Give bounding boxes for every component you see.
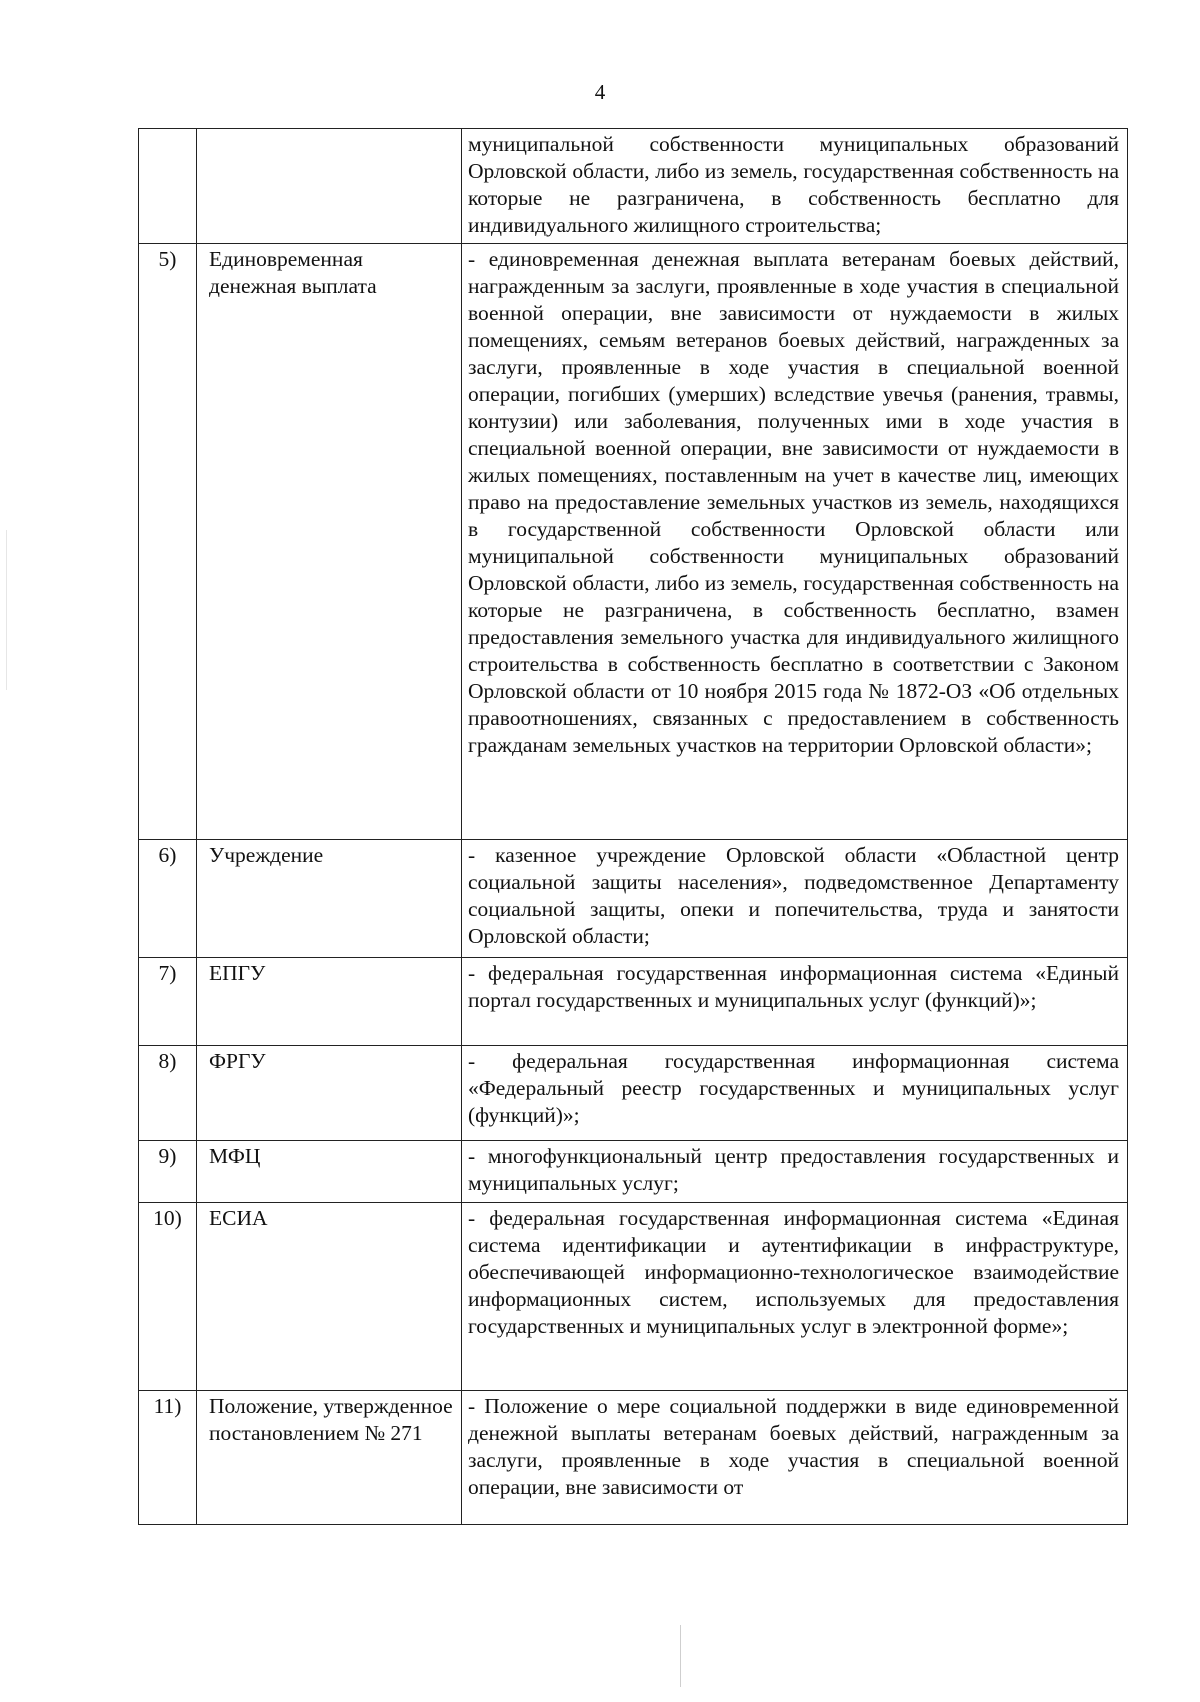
row-number: 6) <box>139 840 197 958</box>
row-number: 5) <box>139 244 197 840</box>
row-term: ЕСИА <box>197 1203 462 1391</box>
row-term: Единовременная денежная выплата <box>197 244 462 840</box>
row-definition: муниципальной собственности муниципальных образований Орловской области, либо из земель, государственная собственность на которые не разграничена, в собственность бесплатно для индивидуального жилищного строительства; <box>462 129 1128 244</box>
row-number: 9) <box>139 1141 197 1203</box>
row-definition: - многофункциональный центр предоставления государственных и муниципальных услуг; <box>462 1141 1128 1203</box>
row-term: ФРГУ <box>197 1046 462 1141</box>
row-definition: - Положение о мере социальной поддержки в виде единовременной денежной выплаты ветеранам боевых действий, награжденным за заслуги, проявленные в ходе участия в специальной военной операции, вне зависимости от <box>462 1391 1128 1525</box>
table-row <box>139 129 1128 244</box>
page-number: 4 <box>594 80 606 104</box>
table-row <box>139 1141 1128 1203</box>
row-definition: - казенное учреждение Орловской области «Областной центр социальной защиты населения», подведомственное Департаменту социальной защиты, опеки и попечительства, труда и занятости Орловской области; <box>462 840 1128 958</box>
row-number <box>139 129 197 244</box>
table-row <box>139 1203 1128 1391</box>
definitions-table <box>138 128 1128 1525</box>
row-number: 7) <box>139 958 197 1046</box>
scan-artifact <box>680 1625 681 1687</box>
row-number: 10) <box>139 1203 197 1391</box>
table-row <box>139 1046 1128 1141</box>
row-definition: - федеральная государственная информационная система «Единая система идентификации и аутентификации в инфраструктуре, обеспечивающей информационно-технологическое взаимодействие информационных систем, используемых для предоставления государственных и муниципальных услуг в электронной форме»; <box>462 1203 1128 1391</box>
table-row <box>139 840 1128 958</box>
row-term: ЕПГУ <box>197 958 462 1046</box>
table-row <box>139 958 1128 1046</box>
row-definition: - федеральная государственная информационная система «Единый портал государственных и муниципальных услуг (функций)»; <box>462 958 1128 1046</box>
table-row <box>139 1391 1128 1525</box>
row-term: МФЦ <box>197 1141 462 1203</box>
row-definition: - федеральная государственная информационная система «Федеральный реестр государственных и муниципальных услуг (функций)»; <box>462 1046 1128 1141</box>
row-term <box>197 129 462 244</box>
row-number: 11) <box>139 1391 197 1525</box>
row-definition: - единовременная денежная выплата ветеранам боевых действий, награжденным за заслуги, проявленные в ходе участия в специальной военной операции, вне зависимости от нуждаемости в жилых помещениях, семьям ветеранов боевых действий, награжденных за заслуги, проявленные в ходе участия в специальной военной операции, погибших (умерших) вследствие увечья (ранения, травмы, контузии) или заболевания, полученных ими в ходе участия в специальной военной операции, вне зависимости от нуждаемости в жилых помещениях, поставленным на учет в качестве лиц, имеющих право на предоставление земельных участков из земель, находящихся в государственной собственности Орловской области или муниципальной собственности муниципальных образований Орловской области, либо из земель, государственная собственность на которые не разграничена, в собственность бесплатно, взамен предоставления земельного участка для индивидуального жилищного строительства в собственность бесплатно в соответствии с Законом Орловской области от 10 ноября 2015 года № 1872-ОЗ «Об отдельных правоотношениях, связанных с предоставлением в собственность гражданам земельных участков на территории Орловской области»; <box>462 244 1128 840</box>
row-number: 8) <box>139 1046 197 1141</box>
scan-artifact <box>6 530 7 690</box>
row-term: Учреждение <box>197 840 462 958</box>
row-term: Положение, утвержденное постановлением № 271 <box>197 1391 462 1525</box>
table-row <box>139 244 1128 840</box>
